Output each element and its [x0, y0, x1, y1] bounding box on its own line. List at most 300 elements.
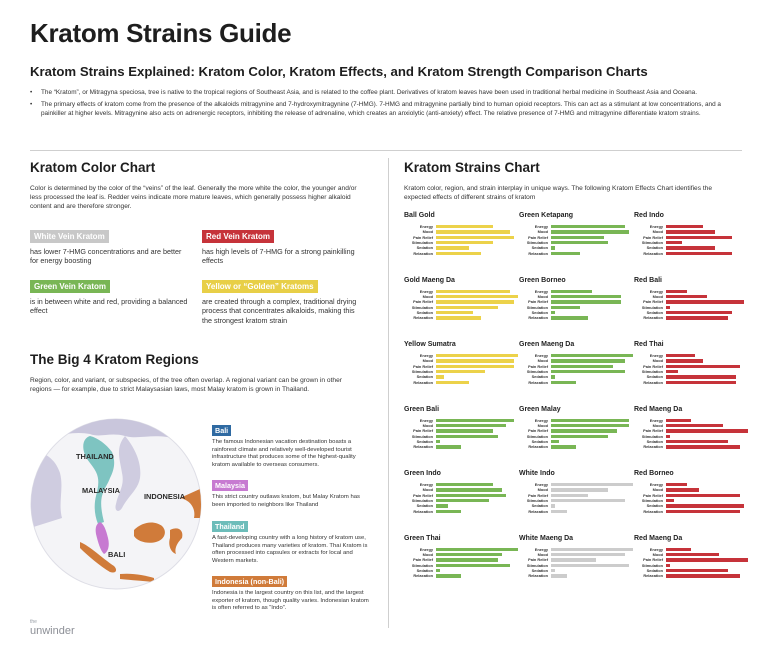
strain-effect-row: [519, 315, 631, 320]
intro-bullet-1: • The “Kratom”, or Mitragyna speciosa, tree is native to the tropical regions of Southeast Asia, and is related to the coffee plant. Derivatives of kratom leaves have been used in traditional herbal medicine in Southeast Asia and Oceana.: [30, 88, 742, 97]
strain-name: Red Bali: [634, 276, 663, 284]
region-thailand-desc: A fast-developing country with a long history of kratom use, Thailand produces many varieties of kratom. Thai Kratom is often processed into capsules or extracts for local and Western markets.: [212, 535, 368, 564]
green-vein-card: [30, 276, 190, 316]
region-indonesia-label: Indonesia (non-Bali): [212, 576, 287, 587]
strain-chart-green-maeng-da: [519, 341, 631, 385]
effect-label-sedation: Sedation: [646, 503, 663, 509]
effect-label-relaxation: Relaxation: [413, 444, 433, 450]
effect-bar-sedation: [551, 504, 555, 507]
effect-label-relaxation: Relaxation: [643, 573, 663, 579]
effect-label-mood: Mood: [422, 487, 433, 493]
effect-bar-energy: [436, 483, 493, 486]
region-indonesia: [212, 571, 372, 613]
effect-label-relaxation: Relaxation: [413, 315, 433, 321]
effect-label-sedation: Sedation: [531, 245, 548, 251]
effect-label-mood: Mood: [652, 358, 663, 364]
strain-chart-yellow-sumatra: [404, 341, 516, 385]
effect-label-energy: Energy: [649, 288, 663, 294]
effect-label-energy: Energy: [534, 288, 548, 294]
effect-bar-pain-relief: [551, 429, 617, 432]
regions-text: Region, color, and variant, or subspecies, of the tree often overlap. A regional variant can be grown in other regions — for example, due to strict Malaysasian laws, most Malay kratom is grown in Thailand.: [30, 377, 342, 393]
effect-bar-energy: [551, 419, 629, 422]
effect-bar-stimulation: [666, 241, 682, 244]
strain-chart-red-maeng-da: [634, 406, 746, 450]
effect-label-mood: Mood: [537, 422, 548, 428]
effect-bar-sedation: [666, 440, 728, 443]
effect-bar-relaxation: [551, 316, 588, 319]
effect-bar-pain-relief: [436, 300, 514, 303]
strains-chart-section: [404, 160, 744, 579]
effect-bar-relaxation: [436, 316, 481, 319]
effect-bar-stimulation: [666, 435, 670, 438]
effect-bar-sedation: [436, 375, 444, 378]
effect-label-sedation: Sedation: [646, 567, 663, 573]
effect-label-sedation: Sedation: [531, 567, 548, 573]
effect-label-stimulation: Stimulation: [641, 369, 663, 375]
effect-label-stimulation: Stimulation: [641, 498, 663, 504]
effect-label-energy: Energy: [419, 417, 433, 423]
color-chart-section: [30, 160, 375, 325]
effect-label-energy: Energy: [649, 417, 663, 423]
effect-bar-mood: [551, 424, 629, 427]
strain-name: Green Malay: [519, 405, 561, 413]
strain-name: Green Indo: [404, 470, 441, 477]
region-bali-label: Bali: [212, 425, 231, 436]
strain-chart-red-bali: [634, 277, 746, 321]
strain-chart-white-indo: [519, 470, 631, 514]
map-label-bali: BALI: [108, 550, 126, 559]
effect-label-relaxation: Relaxation: [643, 444, 663, 450]
strain-effect-row: [519, 509, 631, 514]
effect-bar-sedation: [436, 569, 440, 572]
strain-chart-green-borneo: [519, 277, 631, 321]
effect-label-stimulation: Stimulation: [526, 240, 548, 246]
effect-label-sedation: Sedation: [531, 374, 548, 380]
strain-name: Green Maeng Da: [519, 341, 575, 348]
effect-label-sedation: Sedation: [646, 245, 663, 251]
strain-effect-row: [634, 509, 746, 514]
effect-bar-mood: [436, 359, 514, 362]
effect-label-stimulation: Stimulation: [411, 562, 433, 568]
effect-label-pain-relief: Pain Relief: [643, 492, 663, 498]
strain-effect-row: [634, 573, 746, 578]
effect-bar-energy: [666, 548, 691, 551]
effect-label-relaxation: Relaxation: [528, 379, 548, 385]
effect-label-pain-relief: Pain Relief: [413, 234, 433, 240]
effect-label-mood: Mood: [652, 422, 663, 428]
strain-effect-row: [519, 251, 631, 256]
strain-effect-row: [404, 315, 516, 320]
effect-label-energy: Energy: [534, 546, 548, 552]
effect-bar-pain-relief: [551, 300, 621, 303]
effect-bar-stimulation: [551, 370, 625, 373]
strain-effect-row: [634, 251, 746, 256]
effect-bar-relaxation: [551, 574, 567, 577]
effect-label-relaxation: Relaxation: [413, 508, 433, 514]
effect-bar-sedation: [551, 246, 555, 249]
strains-chart-subtitle: Kratom color, region, and strain interplay in unique ways. The following Kratom Effects Chart identifies the expected effects of different strains of kratom: [404, 185, 712, 201]
effect-bar-sedation: [666, 569, 728, 572]
effect-bar-pain-relief: [551, 494, 588, 497]
effect-bar-sedation: [436, 504, 448, 507]
effect-bar-stimulation: [666, 564, 670, 567]
effect-bar-stimulation: [666, 306, 670, 309]
effect-bar-pain-relief: [436, 236, 514, 239]
effect-bar-mood: [436, 424, 506, 427]
effect-label-relaxation: Relaxation: [528, 315, 548, 321]
effect-bar-sedation: [666, 311, 732, 314]
effect-bar-pain-relief: [436, 365, 514, 368]
effect-bar-energy: [551, 225, 625, 228]
effect-bar-energy: [666, 225, 703, 228]
effect-bar-pain-relief: [551, 236, 604, 239]
effect-label-mood: Mood: [422, 358, 433, 364]
strain-effect-row: [634, 380, 746, 385]
effect-bar-energy: [436, 290, 510, 293]
effect-bar-relaxation: [666, 381, 736, 384]
yellow-vein-card: [202, 276, 362, 325]
effect-label-relaxation: Relaxation: [413, 379, 433, 385]
effect-label-sedation: Sedation: [416, 374, 433, 380]
effect-bar-relaxation: [551, 510, 567, 513]
effect-bar-sedation: [436, 440, 440, 443]
effect-label-sedation: Sedation: [416, 245, 433, 251]
strain-chart-red-indo: [634, 212, 746, 256]
effect-bar-stimulation: [436, 241, 493, 244]
effect-label-pain-relief: Pain Relief: [413, 557, 433, 563]
effect-label-sedation: Sedation: [416, 567, 433, 573]
effect-bar-pain-relief: [666, 494, 740, 497]
effect-bar-sedation: [666, 504, 744, 507]
effect-bar-relaxation: [551, 252, 580, 255]
effect-bar-energy: [551, 290, 592, 293]
effect-bar-mood: [436, 295, 518, 298]
effect-bar-relaxation: [436, 252, 481, 255]
effect-label-pain-relief: Pain Relief: [528, 492, 548, 498]
effect-label-pain-relief: Pain Relief: [413, 299, 433, 305]
effect-label-relaxation: Relaxation: [528, 444, 548, 450]
effect-label-energy: Energy: [419, 288, 433, 294]
strain-name: Red Borneo: [634, 470, 674, 477]
effect-bar-relaxation: [666, 252, 732, 255]
effect-label-relaxation: Relaxation: [528, 250, 548, 256]
region-malaysia-label: Malaysia: [212, 480, 248, 491]
effect-bar-mood: [666, 488, 699, 491]
effect-bar-relaxation: [666, 316, 728, 319]
green-vein-desc: is in between white and red, providing a balanced effect: [30, 297, 188, 316]
effect-label-stimulation: Stimulation: [411, 304, 433, 310]
effect-label-energy: Energy: [649, 546, 663, 552]
strain-name: Yellow Sumatra: [404, 341, 456, 348]
effect-label-mood: Mood: [652, 229, 663, 235]
region-malaysia: [212, 475, 372, 509]
effect-label-mood: Mood: [652, 293, 663, 299]
brand-name: unwinder: [30, 625, 75, 637]
strain-effect-row: [519, 444, 631, 449]
effect-label-energy: Energy: [534, 417, 548, 423]
strain-name: White Maeng Da: [519, 534, 574, 542]
effect-bar-pain-relief: [666, 558, 748, 561]
effect-bar-energy: [551, 483, 633, 486]
effect-label-stimulation: Stimulation: [641, 562, 663, 568]
effect-bar-energy: [666, 483, 687, 486]
effect-bar-relaxation: [666, 445, 740, 448]
effect-bar-mood: [551, 553, 625, 556]
strain-effect-row: [404, 444, 516, 449]
effect-bar-relaxation: [436, 445, 461, 448]
region-bali-desc: The famous Indonesian vacation destination boasts a rainforest climate and relatively well-developed tourist infrastructure that produces some of the highest-quality kratom available to overseas consumers.: [212, 439, 356, 468]
effect-bar-sedation: [436, 311, 473, 314]
effect-label-pain-relief: Pain Relief: [413, 363, 433, 369]
section-divider: [30, 150, 742, 151]
region-indonesia-desc: Indonesia is the largest country on this list, and the largest exporter of kratom, though quality varies. Indonesian kratom is often referred to as “Indo”.: [212, 590, 369, 612]
effect-bar-stimulation: [436, 370, 485, 373]
effect-bar-relaxation: [666, 574, 740, 577]
strain-name: Red Thai: [634, 341, 664, 348]
strain-chart-gold-maeng-da: [404, 277, 516, 321]
effect-bar-mood: [436, 488, 502, 491]
effect-label-stimulation: Stimulation: [411, 369, 433, 375]
effect-label-energy: Energy: [649, 353, 663, 358]
yellow-vein-desc: are created through a complex, traditional drying process that concentrates alkaloids, making this the strongest kratom strain: [202, 297, 357, 325]
red-vein-label: Red Vein Kratom: [202, 230, 274, 243]
effect-bar-pain-relief: [666, 429, 748, 432]
effect-label-stimulation: Stimulation: [526, 562, 548, 568]
effect-bar-mood: [666, 553, 719, 556]
intro-bullet-2: • The primary effects of kratom come from the presence of the alkaloids mitragynine and 7-hydroxymitragynine (7-HMG). 7-HMG and mitragynine partially bind to human opioid receptors. This can act as a stimulant at low concentrations, and a painkiller at higher levels. Mitragynine also acts on adrenergic receptors, inhibiting the release of adrenaline, which creates an anxiolytic (anti-anxiety) effect. The relative presence of 7-HMG and mitragynine differentiate kratom strains.: [30, 100, 742, 118]
effect-label-pain-relief: Pain Relief: [528, 299, 548, 305]
strain-effect-row: [519, 573, 631, 578]
effect-bar-energy: [666, 290, 687, 293]
effect-bar-stimulation: [436, 306, 498, 309]
effect-label-mood: Mood: [422, 551, 433, 557]
effect-label-energy: Energy: [649, 482, 663, 487]
effect-bar-energy: [436, 225, 493, 228]
effect-label-mood: Mood: [537, 229, 548, 235]
effect-bar-energy: [436, 419, 514, 422]
effect-label-stimulation: Stimulation: [526, 369, 548, 375]
green-vein-label: Green Vein Kratom: [30, 280, 110, 293]
effect-label-relaxation: Relaxation: [413, 250, 433, 256]
effect-bar-energy: [551, 354, 633, 357]
effect-label-pain-relief: Pain Relief: [528, 234, 548, 240]
region-thailand: [212, 516, 372, 565]
effect-label-mood: Mood: [537, 358, 548, 364]
color-chart-text: Color is determined by the color of the “veins” of the leaf. Generally the more white the color, the younger and/or less processed the leaf is. Redder veins indicate more mature leaves, which generally possess higher alkaloid content and are therefore stronger.: [30, 185, 357, 210]
strain-name: Gold Maeng Da: [404, 276, 455, 284]
effect-bar-energy: [436, 548, 518, 551]
effect-bar-pain-relief: [436, 494, 506, 497]
effect-bar-mood: [666, 295, 707, 298]
effect-label-sedation: Sedation: [646, 438, 663, 444]
effect-label-pain-relief: Pain Relief: [528, 428, 548, 434]
brand-logo: [30, 620, 75, 637]
effect-bar-relaxation: [436, 574, 461, 577]
effect-label-sedation: Sedation: [416, 438, 433, 444]
effect-bar-mood: [436, 553, 502, 556]
effect-label-stimulation: Stimulation: [411, 498, 433, 504]
red-vein-card: [202, 226, 362, 266]
effect-bar-pain-relief: [666, 300, 744, 303]
effect-bar-stimulation: [551, 435, 608, 438]
strain-name: Red Indo: [634, 212, 664, 219]
effect-label-mood: Mood: [537, 551, 548, 557]
strain-effect-row: [404, 251, 516, 256]
effect-bar-energy: [436, 354, 518, 357]
effect-label-energy: Energy: [419, 546, 433, 552]
effect-label-sedation: Sedation: [416, 309, 433, 315]
red-vein-desc: has high levels of 7-HMG for a strong painkilling effects: [202, 247, 355, 266]
effect-label-relaxation: Relaxation: [528, 573, 548, 579]
effect-bar-mood: [551, 295, 621, 298]
strain-name: Green Ketapang: [519, 212, 574, 219]
effect-bar-pain-relief: [551, 365, 613, 368]
regions-heading: The Big 4 Kratom Regions: [30, 352, 199, 367]
effect-label-mood: Mood: [652, 551, 663, 557]
effect-label-stimulation: Stimulation: [411, 240, 433, 246]
effect-label-pain-relief: Pain Relief: [413, 492, 433, 498]
effect-label-relaxation: Relaxation: [643, 315, 663, 321]
strain-name: Green Bali: [404, 405, 440, 413]
effect-label-pain-relief: Pain Relief: [643, 428, 663, 434]
effect-label-pain-relief: Pain Relief: [643, 234, 663, 240]
effect-bar-stimulation: [551, 241, 608, 244]
effect-bar-sedation: [666, 375, 736, 378]
effect-label-pain-relief: Pain Relief: [643, 557, 663, 563]
column-divider: [388, 158, 389, 628]
map-label-malaysia: MALAYSIA: [82, 486, 120, 495]
strain-chart-red-thai: [634, 341, 746, 385]
effect-label-energy: Energy: [419, 482, 433, 487]
page-subtitle: Kratom Strains Explained: Kratom Color, Kratom Effects, and Kratom Strength Comparison Charts: [30, 64, 648, 79]
effect-bar-mood: [666, 424, 723, 427]
effect-bar-stimulation: [436, 564, 510, 567]
strain-effect-row: [404, 380, 516, 385]
region-map-graphic: [30, 418, 202, 590]
effect-bar-stimulation: [551, 564, 629, 567]
effect-label-sedation: Sedation: [531, 309, 548, 315]
effect-bar-relaxation: [436, 381, 469, 384]
strain-effect-row: [404, 509, 516, 514]
region-malaysia-desc: This strict country outlaws kratom, but Malay Kratom has been imported to neighbors like Thailand: [212, 494, 360, 508]
effect-label-pain-relief: Pain Relief: [643, 363, 663, 369]
map-label-indonesia: INDONESIA: [144, 492, 186, 501]
effect-label-energy: Energy: [534, 224, 548, 229]
yellow-vein-label: Yellow or “Golden” Kratoms: [202, 280, 318, 293]
strain-effect-row: [404, 573, 516, 578]
effect-bar-sedation: [436, 246, 469, 249]
strain-chart-green-thai: [404, 535, 516, 579]
strain-chart-green-ketapang: [519, 212, 631, 256]
intro: [30, 88, 742, 121]
effect-bar-mood: [666, 230, 715, 233]
strain-chart-green-malay: [519, 406, 631, 450]
strain-name: Green Borneo: [519, 276, 566, 284]
strain-chart-red-maeng-da: [634, 535, 746, 579]
page-title: Kratom Strains Guide: [30, 18, 292, 48]
effect-label-pain-relief: Pain Relief: [528, 557, 548, 563]
strains-chart-title: Kratom Strains Chart: [404, 160, 540, 175]
effect-label-stimulation: Stimulation: [526, 304, 548, 310]
effect-bar-energy: [666, 354, 695, 357]
effect-label-energy: Energy: [534, 482, 548, 487]
region-bali: [212, 420, 372, 469]
effect-label-mood: Mood: [422, 229, 433, 235]
region-map: [30, 418, 202, 590]
effect-label-sedation: Sedation: [416, 503, 433, 509]
effect-label-relaxation: Relaxation: [643, 379, 663, 385]
effect-bar-energy: [666, 419, 691, 422]
effect-label-energy: Energy: [649, 224, 663, 229]
effect-label-energy: Energy: [419, 353, 433, 358]
effect-label-mood: Mood: [422, 293, 433, 299]
strain-chart-ball-gold: [404, 212, 516, 256]
regions-section: [30, 352, 375, 394]
effect-bar-stimulation: [666, 370, 678, 373]
strain-name: Ball Gold: [404, 212, 435, 219]
effect-label-sedation: Sedation: [531, 503, 548, 509]
strain-chart-green-bali: [404, 406, 516, 450]
effect-label-stimulation: Stimulation: [641, 433, 663, 439]
effect-bar-sedation: [551, 311, 555, 314]
effect-bar-relaxation: [666, 510, 740, 513]
effect-bar-stimulation: [436, 499, 489, 502]
bali-region: [156, 580, 166, 584]
map-label-thailand: THAILAND: [76, 452, 114, 461]
effect-label-mood: Mood: [537, 487, 548, 493]
effect-label-stimulation: Stimulation: [411, 433, 433, 439]
effect-label-energy: Energy: [419, 224, 433, 229]
effect-bar-pain-relief: [436, 429, 493, 432]
effect-bar-stimulation: [666, 499, 674, 502]
effect-label-pain-relief: Pain Relief: [528, 363, 548, 369]
strain-effect-row: [634, 444, 746, 449]
strain-chart-green-indo: [404, 470, 516, 514]
strain-name: Red Maeng Da: [634, 405, 683, 413]
white-vein-desc: has lower 7-HMG concentrations and are better for energy boosting: [30, 247, 182, 266]
effect-bar-pain-relief: [436, 558, 498, 561]
effect-label-mood: Mood: [652, 487, 663, 493]
effect-label-stimulation: Stimulation: [641, 304, 663, 310]
effect-bar-mood: [436, 230, 510, 233]
effect-label-mood: Mood: [537, 293, 548, 299]
effect-bar-relaxation: [436, 510, 461, 513]
strain-chart-red-borneo: [634, 470, 746, 514]
strain-name: Green Thai: [404, 534, 441, 542]
effect-bar-pain-relief: [666, 365, 740, 368]
white-vein-label: White Vein Kratom: [30, 230, 109, 243]
region-thailand-label: Thailand: [212, 521, 248, 532]
effect-label-sedation: Sedation: [646, 309, 663, 315]
effect-bar-pain-relief: [666, 236, 732, 239]
strain-chart-white-maeng-da: [519, 535, 631, 579]
effect-bar-sedation: [551, 440, 559, 443]
effect-bar-relaxation: [551, 445, 576, 448]
effect-label-relaxation: Relaxation: [643, 250, 663, 256]
effect-bar-sedation: [551, 569, 555, 572]
effect-label-sedation: Sedation: [646, 374, 663, 380]
effect-bar-mood: [666, 359, 703, 362]
effect-label-relaxation: Relaxation: [643, 508, 663, 514]
effect-label-relaxation: Relaxation: [528, 508, 548, 514]
strain-name: Red Maeng Da: [634, 534, 683, 542]
effect-bar-stimulation: [551, 306, 580, 309]
effect-bar-stimulation: [551, 499, 625, 502]
strain-effect-row: [634, 315, 746, 320]
effect-label-stimulation: Stimulation: [641, 240, 663, 246]
effect-bar-sedation: [551, 375, 555, 378]
white-vein-card: [30, 226, 190, 266]
